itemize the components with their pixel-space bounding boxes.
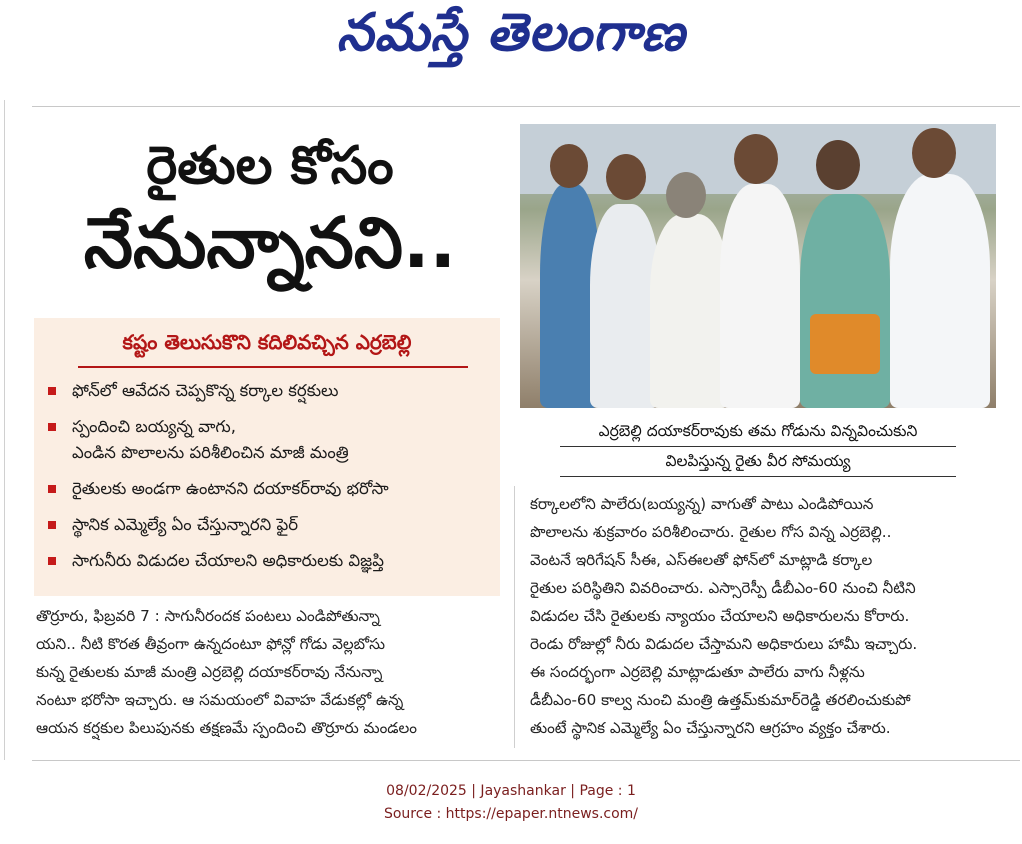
photo-person (720, 184, 800, 408)
article-line: నంటూ భరోసా ఇచ్చారు. ఆ సమయంలో వివాహ వేడుకల్లో ఉన్న (36, 691, 404, 709)
article-right-column (530, 490, 996, 742)
highlight-item (48, 512, 488, 538)
highlight-item-text: స్పందించి బయ్యన్న వాగు, ఎండిన పొలాలను పరిశీలించిన మాజీ మంత్రి (72, 417, 349, 462)
masthead-logo: నమస్తే తెలంగాణ (336, 2, 686, 63)
bottom-divider (32, 760, 1020, 761)
photo-person-head (666, 172, 706, 218)
headline-line-2: నేనున్నానని.. (83, 202, 457, 284)
footer-edition-info: 08/02/2025 | Jayashankar | Page : 1 (386, 783, 636, 799)
article-line: కర్కాలలోని పాలేరు(బయ్యన్న) వాగుతో పాటు ఎండిపోయిన (530, 495, 874, 513)
photo-caption-line-2: విలపిస్తున్న రైతు వీర సోమయ్య (665, 452, 851, 470)
photo-person-cloth (810, 314, 880, 374)
bullet-square-icon (48, 557, 56, 565)
article-line: కున్న రైతులకు మాజీ మంత్రి ఎర్రబెల్లి దయాకర్‌రావు నేనున్నా (36, 663, 383, 681)
highlight-item-text: స్థానిక ఎమ్మెల్యే ఏం చేస్తున్నారని ఫైర్ (72, 515, 298, 534)
article-line: యని.. నీటి కొరత తీవ్రంగా ఉన్నదంటూ ఫోన్లో గోడు వెల్లబోసు (36, 635, 385, 653)
article-line: ఆయన కర్షకుల పిలుపునకు తక్షణమే స్పందించి తొర్రూరు మండలం (36, 719, 418, 737)
caption-underline-1 (560, 446, 956, 447)
headline-line-1: రైతుల కోసం (146, 136, 394, 196)
article-line: ఈ సందర్భంగా ఎర్రబెల్లి మాట్లాడుతూ పాలేరు వాగు నీళ్లను (530, 663, 865, 681)
highlight-item-text: ఫోన్‌లో ఆవేదన చెప్పకొన్న కర్కాల కర్షకులు (72, 381, 339, 400)
article-left-column (36, 602, 502, 742)
article-line: తుంటే స్థానిక ఎమ్మెల్యే ఏం చేస్తున్నారని ఆగ్రహం వ్యక్తం చేశారు. (530, 719, 891, 737)
left-border (4, 100, 5, 760)
photo-person-head (734, 134, 778, 184)
article-line: విడుదల చేసి రైతులకు న్యాయం చేయాలని అధికారులను కోరారు. (530, 607, 910, 625)
article-line: డీబీఎం-60 కాల్వ నుంచి మంత్రి ఉత్తమ్‌కుమార్‌రెడ్డి తరలించుకుపో (530, 691, 911, 709)
highlight-item (48, 476, 488, 502)
bullet-square-icon (48, 521, 56, 529)
article-line: పొలాలను శుక్రవారం పరిశీలించారు. రైతుల గోస విన్న ఎర్రబెల్లి.. (530, 523, 892, 541)
highlights-title-underline (78, 366, 468, 368)
photo-person (890, 174, 990, 408)
top-divider (32, 106, 1020, 107)
footer-source-link: Source : https://epaper.ntnews.com/ (383, 806, 639, 822)
news-photo (520, 124, 996, 408)
highlight-item (48, 414, 488, 466)
photo-person-head (550, 144, 588, 188)
column-divider (514, 486, 515, 748)
highlights-title: కష్టం తెలుసుకొని కదిలివచ్చిన ఎర్రబెల్లి (122, 330, 412, 354)
bullet-square-icon (48, 387, 56, 395)
article-line: వెంటనే ఇరిగేషన్ సీఈ, ఎస్ఈలతో ఫోన్‌లో మాట్లాడి కర్కాల (530, 551, 873, 569)
photo-person-head (912, 128, 956, 178)
photo-person (800, 194, 890, 408)
bullet-square-icon (48, 423, 56, 431)
photo-caption-line-1: ఎర్రబెల్లి దయాకర్‌రావుకు తమ గోడును విన్నవించుకుని (598, 422, 918, 440)
article-line: రెండు రోజుల్లో నీరు విడుదల చేస్తామని అధికారులు హామీ ఇచ్చారు. (530, 635, 918, 653)
highlights-list (48, 378, 488, 584)
caption-underline-2 (560, 476, 956, 477)
photo-person (650, 214, 730, 408)
bullet-square-icon (48, 485, 56, 493)
highlight-item-text: సాగునీరు విడుదల చేయాలని అధికారులకు విజ్ఞప్తి (72, 551, 384, 570)
photo-person-head (606, 154, 646, 200)
highlight-item (48, 548, 488, 574)
highlight-item (48, 378, 488, 404)
highlights-box (34, 318, 500, 596)
highlight-item-text: రైతులకు అండగా ఉంటానని దయాకర్‌రావు భరోసా (72, 479, 389, 498)
photo-person-head (816, 140, 860, 190)
article-line: తొర్రూరు, ఫిబ్రవరి 7 : సాగునీరందక పంటలు ఎండిపోతున్నా (36, 607, 380, 625)
article-line: రైతుల పరిస్థితిని వివరించారు. ఎస్సారెస్పీ డీబీఎం-60 నుంచి నీటిని (530, 579, 916, 597)
